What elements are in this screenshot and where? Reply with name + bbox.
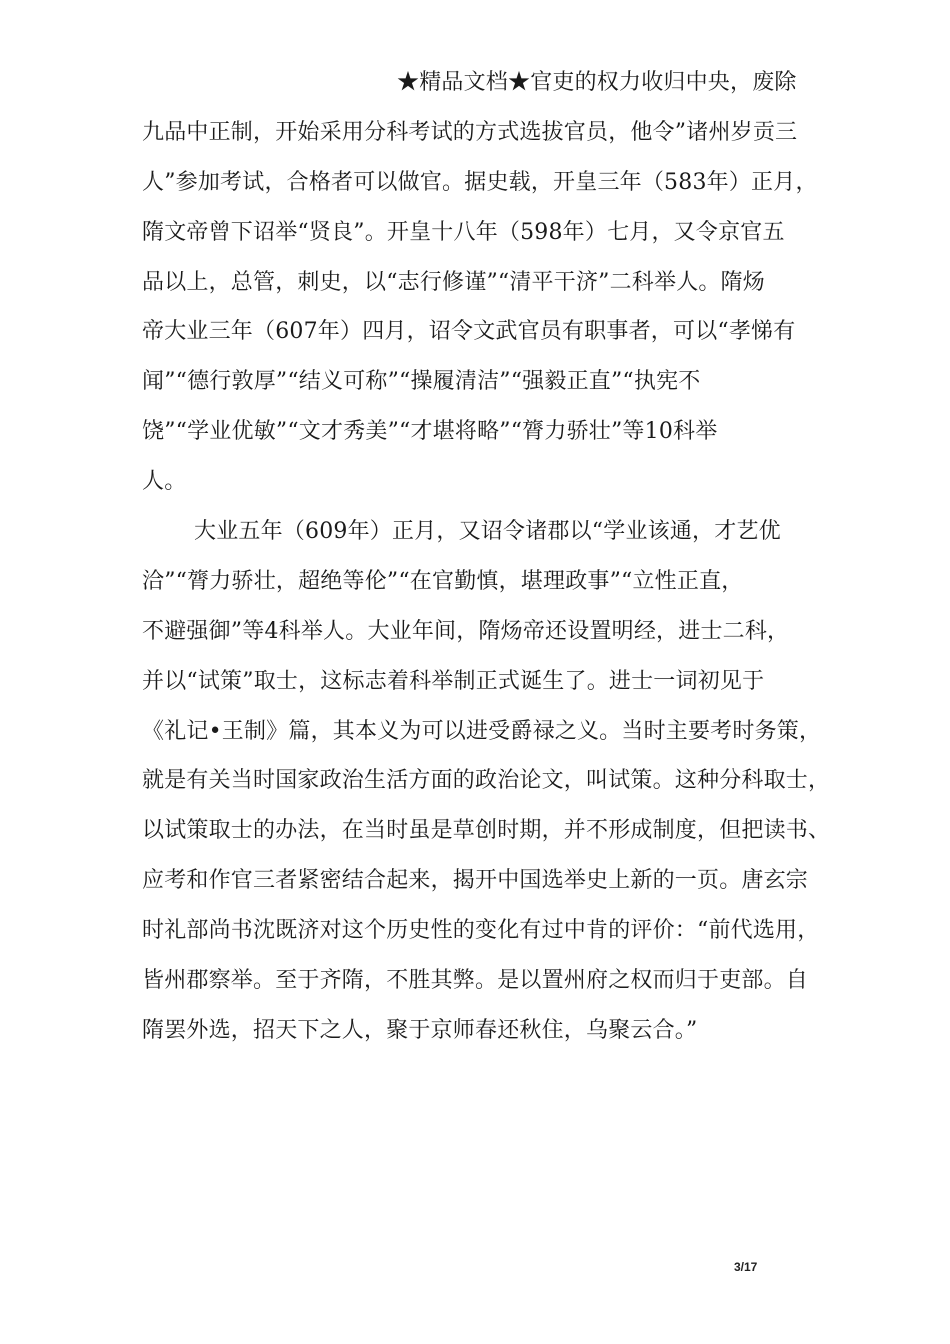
text-line: 不避强御”等4科举人。大业年间，隋炀帝还设置明经，进士二科， <box>142 618 790 644</box>
header-line <box>142 58 842 108</box>
text-line: 隋罢外选，招天下之人，聚于京师春还秋住，乌聚云合。” <box>142 1017 698 1043</box>
text-line: 大业五年（609年）正月，又诏令诸郡以“学业该通，才艺优 <box>194 519 781 545</box>
text-line: 品以上，总管，刺史，以“志行修谨”“清平干济”二科举人。隋炀 <box>142 269 765 295</box>
text-line: 官吏的权力收归中央，废除 <box>530 70 797 95</box>
text-line: 应考和作官三者紧密结合起来，揭开中国选举史上新的一页。唐玄宗 <box>142 868 809 894</box>
text-line: 以试策取士的办法，在当时虽是草创时期，并不形成制度，但把读书、 <box>142 818 831 844</box>
page-number: 3/17 <box>734 1260 758 1274</box>
text-line: 闻”“德行敦厚”“结义可称”“操履清洁”“强毅正直”“执宪不 <box>142 369 701 395</box>
text-line: 人”参加考试，合格者可以做官。据史载，开皇三年（583年）正月， <box>142 169 818 195</box>
text-line: 洽”“膂力骄壮，超绝等伦”“在官勤慎，堪理政事”“立性正直， <box>142 568 744 594</box>
text-line: 帝大业三年（607年）四月，诏令文武官员有职事者，可以“孝悌有 <box>142 319 796 345</box>
paragraph-1 <box>142 108 842 507</box>
text-line: 饶”“学业优敏”“文才秀美”“才堪将略”“膂力骄壮”等10科举 <box>142 419 718 445</box>
text-line: 九品中正制，开始采用分科考试的方式选拔官员，他令”诸州岁贡三 <box>142 119 798 145</box>
body-text <box>142 58 842 1056</box>
paragraph-2 <box>142 507 842 1056</box>
text-line: 皆州郡察举。至于齐隋，不胜其弊。是以置州府之权而归于吏部。自 <box>142 968 809 994</box>
text-line: 就是有关当时国家政治生活方面的政治论文，叫试策。这种分科取士， <box>142 768 831 794</box>
text-line: 人。 <box>142 469 187 495</box>
text-line: 并以“试策”取士，这标志着科举制正式诞生了。进士一词初见于 <box>142 668 765 694</box>
text-line: 时礼部尚书沈既济对这个历史性的变化有过中肯的评价：“前代选用， <box>142 918 820 944</box>
document-banner: ★精品文档★ <box>397 70 531 95</box>
text-line: 《礼记•王制》篇，其本义为可以进受爵禄之义。当时主要考时务策， <box>142 718 822 744</box>
text-line: 隋文帝曾下诏举“贤良”。开皇十八年（598年）七月，又令京官五 <box>142 219 785 245</box>
